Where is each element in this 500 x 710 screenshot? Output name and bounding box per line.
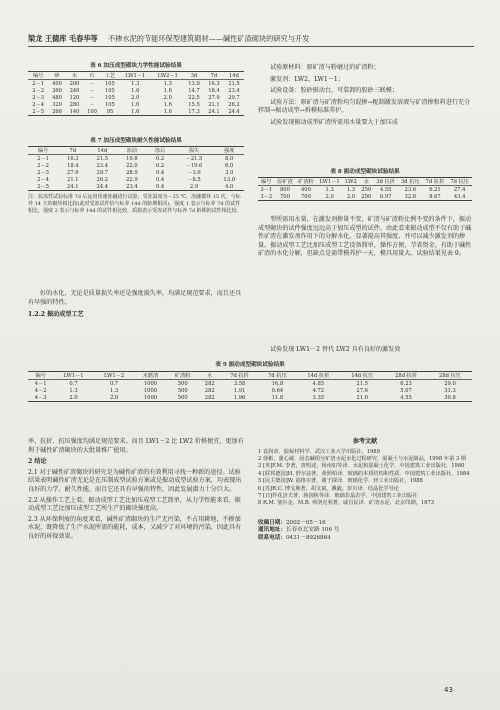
left-paragraph: 好的水化，无论是质量损失率还是强度损失率，均满足规范要求，而且还具有早强的特性。 [28, 290, 242, 306]
table7 [28, 146, 244, 191]
table7-cell: －21.5 [185, 156, 203, 162]
table6-cell: － [89, 102, 95, 108]
table8-cell: 700 [300, 193, 311, 200]
table9-header-cell: 7d 抗压 [258, 372, 296, 380]
table9-cell: 2.0 [109, 394, 119, 401]
table6-cell: 2－1 [32, 81, 45, 87]
table9-header-cell: 矿渣粉 [167, 372, 199, 380]
table6-cell: － [89, 81, 95, 87]
table9-cell: 500 [177, 394, 188, 401]
table9-header-cell: 14d 抗折 [296, 372, 340, 380]
conclusion-2-1: 2.1 对于碱性矿渣砌块的研究是为碱性矿渣的有效利用寻找一种新的途径。试验结果表明碱性矿渣无论是在压制成型试验方案或是振动成型试验方案，均表现出良好的力学、耐久性能，而且它还具有早强的特性，因此发展潜力十分巨大。 [28, 468, 242, 493]
reference-item: 3 [英]F.M. 李著，唐明述，杨南如等译．水泥和混凝土化学．中国建筑工业出版社，1980 [258, 463, 465, 470]
table6-cell: 105 [104, 94, 115, 101]
right-mid-paragraph: 型所需用水量，在激发剂掺量不变，矿渣与矿渣粉比例不变的条件下，振动成型砌块的试件强度远远高于加压成型的试件。由此看来振动成型不仅有助于碱性矿渣在激发剂作用下的分解水化，显著提高其强度，并可以减少激发剂的掺量。振动成型工艺比加压成型工艺设备简单，操作方便，节省资金。有助于碱性矿渣的水化分解，但缺点是需带模养护一天，模具用量大。试验结果见表 9。 [258, 216, 472, 258]
table6-cell: 26.2 [228, 101, 240, 108]
table7-cell: 26.2 [96, 176, 109, 183]
table7-cell: 13.0 [223, 176, 235, 183]
table9-row [28, 394, 472, 402]
table9-cell: 4－2 [34, 388, 47, 394]
table8-cell: 250 [361, 186, 372, 193]
table6-header-cell: 3d [184, 72, 204, 80]
table6-cell: 105 [104, 87, 115, 94]
conclusion-lead: 率、抗折、抗压强度均满足规范要求。而且 LW1－2 比 LW2 价格便宜，更加有利于碱性矿渣砌块的大批量推广使用。 [28, 438, 244, 454]
table9-cell: 0.7 [109, 380, 119, 387]
table8-cell: 27.4 [453, 186, 466, 193]
phone-line [258, 535, 472, 543]
table9-cell: 500 [177, 387, 188, 394]
table6-cell: － [89, 88, 95, 94]
table6-cell: 22.5 [188, 94, 200, 101]
table7-cell: 23.4 [126, 183, 138, 190]
table6-cell: － [89, 95, 95, 101]
table7-header-cell: 编号 [28, 147, 58, 155]
table8-header-cell: 水 [359, 178, 373, 186]
table9-cell: 282 [204, 380, 215, 387]
table6-cell: 2－5 [32, 109, 45, 115]
table7-cell: 27.9 [67, 169, 79, 176]
references-list [258, 449, 472, 508]
table7-caption: 表 7 加压成型砌块耐久性能试验结果 [90, 138, 182, 144]
table6-cell: 320 [52, 101, 62, 108]
table6-cell: 400 [52, 80, 62, 87]
table7-header-cell: 强度 [214, 147, 244, 155]
table6-cell: 105 [104, 80, 115, 87]
table7-cell: 2－3 [37, 170, 49, 176]
table6-cell: 2－4 [32, 102, 45, 108]
table7-cell: 2－2 [37, 163, 49, 169]
table6-cell: 27.9 [208, 94, 220, 101]
table6-cell: 100 [87, 108, 97, 115]
table7-cell: 3.0 [225, 169, 234, 176]
table6-cell: 21.1 [208, 101, 220, 108]
conclusion-2-2: 2.2 从操作工艺上看，振动成型工艺比加压成型工艺简单，从力学性能来看，振动成型工艺比加压成型工艺所生产的砌块强度高。 [28, 496, 241, 513]
table9-cell: 1.96 [233, 394, 246, 401]
received-date-label: 收稿日期： [258, 519, 286, 526]
table9-block [28, 360, 472, 402]
right-para-1: 试验原材料：原矿渣与粉磨过的矿渣粉； [270, 64, 380, 71]
table6-cell: 140 [69, 108, 80, 115]
table6-caption: 表 6 加压成型砌块力学性能试验结果 [90, 63, 182, 69]
table9-cell: 1.3 [109, 387, 119, 394]
table6-header-cell: 编号 [28, 72, 48, 80]
address: 长春市北安路 106 号 [285, 527, 340, 534]
table9-header-cell: 水 [199, 372, 221, 380]
table6-cell: 1.6 [131, 87, 140, 94]
table6-header-cell: 砂 [48, 72, 66, 80]
table9-header-cell: 编号 [28, 372, 53, 380]
table6-cell: 14.7 [188, 87, 200, 94]
table8-cell: 700 [280, 193, 290, 200]
table8 [258, 177, 472, 201]
table9-cell: 4－3 [34, 395, 47, 401]
header-title: 不掺水泥的节能环保型建筑砌材——碱性矿渣砌块的研究与开发 [108, 34, 310, 43]
table6-header-cell: 工艺 [101, 72, 119, 80]
right-top-text [258, 64, 472, 128]
table9-header-cell: 未磨渣 [134, 372, 166, 380]
table7-row [28, 162, 244, 169]
table7-header-cell: 14d [88, 147, 118, 155]
table6-cell: 480 [52, 94, 62, 101]
table7-cell: 18.4 [67, 162, 79, 169]
table8-row [258, 193, 472, 201]
conclusion-2-3: 2.3 从环保利废的角度来看，碱性矿渣砌块的生产无污染，不占用耕地，不掺加水泥，既降低了生产水泥所需的能耗，成本，又减少了对环境的污染，因此具有良好的环保效果。 [28, 515, 242, 540]
table6-header-cell: LW2－1 [152, 72, 185, 80]
table9-header-cell: 28d 抗压 [428, 372, 472, 380]
table9-cell: 282 [204, 387, 215, 394]
table7-cell: －19.6 [185, 163, 203, 169]
table6-cell: 200 [69, 80, 80, 87]
table9-cell: 29.0 [444, 380, 456, 387]
table7-cell: 0.2 [155, 162, 165, 169]
table6-header-cell: LW1－1 [119, 72, 152, 80]
table9-cell: 11.8 [271, 394, 284, 401]
table6-row [28, 108, 244, 116]
table8-header-cell: 矿渣粉 [295, 178, 316, 186]
table8-cell: 2.0 [325, 193, 334, 200]
table8-cell: 400 [300, 186, 311, 193]
table9-header-cell: 14d 抗压 [340, 372, 384, 380]
table8-cell: 8.67 [429, 193, 441, 200]
table6-header-cell: 石 [83, 72, 101, 80]
table7-header-cell: 7d [58, 147, 88, 155]
table9-cell: 31.3 [444, 387, 456, 394]
table7-cell: 21.1 [67, 176, 79, 183]
table6-cell: 1.6 [163, 108, 172, 115]
header-authors: 梁龙 王德库 毛春华等 [28, 34, 98, 43]
table6-header-cell: 7d [204, 72, 224, 80]
table6-cell: 1.3 [131, 80, 140, 87]
table9-cell: 1.3 [69, 387, 78, 394]
table8-header-cell: 原矿渣 [274, 178, 295, 186]
table7-cell: －8.5 [187, 177, 201, 183]
table9-cell: 4.72 [312, 387, 325, 394]
table8-cell: 3－2 [260, 194, 273, 200]
table6-cell: 1.6 [131, 108, 140, 115]
table8-header-cell: 3d 抗折 [373, 178, 398, 186]
table7-cell: 4.0 [225, 183, 234, 190]
table7-header-cell: 损失 [174, 147, 215, 155]
table9 [28, 371, 472, 402]
right-para-3: 试验设备：胶砂振动台，可装卸的胶砂三联模； [270, 87, 398, 95]
table7-header-cell: 冻后 [147, 147, 174, 155]
table7-cell: 19.8 [126, 155, 138, 162]
table6-header-cell: 14d [224, 72, 244, 80]
table6-cell: 260 [52, 108, 62, 115]
reference-item: 7 [日]作花济夫著，蒋国栋等译．玻璃非晶态学．中国建筑工业出版社 [258, 493, 418, 500]
table8-cell: 290 [361, 193, 372, 200]
table8-cell: 4.55 [379, 186, 392, 193]
table9-cell: 9.64 [271, 387, 284, 394]
table8-cell: 43.4 [453, 193, 466, 200]
table9-cell: 27.6 [356, 387, 368, 394]
table6-cell: 1.3 [163, 80, 172, 87]
table7-header-cell: 冻前 [117, 147, 147, 155]
table9-header-cell: LW1－2 [94, 372, 135, 380]
table9-cell: 4.55 [400, 394, 412, 401]
conclusion-heading: 2 结论 [28, 458, 47, 466]
table7-cell: 2－1 [37, 156, 49, 162]
table8-cell: 3－1 [260, 187, 273, 193]
table9-cell: 3.58 [233, 380, 246, 387]
references-title: 参考文献 [352, 438, 378, 445]
table6-cell: 2－3 [32, 95, 45, 101]
right-para-5: 试验发现振动成型矿渣所需用水量要大于加压成 [270, 118, 398, 126]
table7-cell: 0.2 [155, 155, 165, 162]
reference-item: 6 [苏]R.C. 博戈斯著，胡文斌，戴毅，彭川译．结晶化学导论 [258, 485, 399, 492]
table6-row [28, 101, 244, 108]
table8-header-cell: 7d 抗折 [423, 178, 448, 186]
table8-cell: 6.97 [379, 193, 392, 200]
table6-row [28, 87, 244, 94]
table6 [28, 71, 244, 116]
table9-header-cell: 28d 抗折 [384, 372, 428, 380]
table6-cell: 2.0 [131, 94, 140, 101]
phone: 0431－8926864 [285, 535, 331, 542]
table9-cell: 1000 [143, 387, 158, 394]
right-para-4: 试验方法：原矿渣与矿渣粉均匀混掺→配制激发溶液与矿渣掺和料进行充分拌制→振动成型→拆模标准养护。 [258, 98, 471, 115]
table6-cell: 18.4 [208, 87, 220, 94]
table6-cell: 23.4 [228, 87, 240, 94]
table6-row [28, 80, 244, 88]
reference-item: 2 徐彬，蒲心诚．固态碱组分矿渣水泥水化过程研究．混凝土与水泥制品，1998 年第 3 期 [258, 456, 466, 462]
table6-cell: 2－2 [32, 88, 45, 94]
table6-cell: 280 [69, 101, 80, 108]
table7-cell: 0.4 [155, 176, 165, 183]
table6-cell: 15.5 [188, 101, 200, 108]
table9-row [28, 380, 472, 388]
table7-row [28, 169, 244, 176]
table7-cell: 16.3 [67, 155, 79, 162]
table8-header-cell: 7d 抗压 [447, 178, 472, 186]
table9-header-cell: 7d 抗折 [221, 372, 259, 380]
table6-header-cell: 水 [66, 72, 84, 80]
table6-cell: 1.6 [163, 87, 172, 94]
reference-item: 1 袁润章．胶凝材料学．武汉工业大学出版社，1989 [258, 448, 380, 455]
page-number: 43 [444, 686, 453, 694]
table6-cell: 16.3 [208, 80, 220, 87]
table7-cell: 2－4 [37, 177, 49, 183]
table7-cell: 8.0 [225, 155, 234, 162]
table8-header-cell: 3d 抗压 [398, 178, 423, 186]
table9-cell: 1000 [143, 380, 158, 387]
table6-cell: 1.6 [131, 101, 140, 108]
table7-block [28, 136, 244, 215]
table9-cell: 4.85 [312, 380, 325, 387]
references-section [258, 438, 472, 543]
table6-cell: 17.3 [188, 108, 200, 115]
table7-cell: 0.4 [155, 183, 165, 190]
table7-row [28, 176, 244, 183]
table6-cell: 360 [52, 87, 62, 94]
reference-item: 8 R.M. 塞尔金，M.B. 弗洛克利著，戚昌民译．矿渣水泥．北京印刷，1973 [258, 500, 435, 507]
table9-cell: 21.0 [356, 394, 368, 401]
table6-block [28, 61, 244, 116]
table7-cell: 22.0 [126, 162, 138, 169]
table7-note: 注：抗冻性试验标准 7d 后运用快速冻融进行试验，受冻温度为－25 ℃，冻融循环 15 次，与标养 14 天的砌块相比较(此时受冻试件恰与标养 14d 的龄期相同)，强度 1 表示与标养 7d 的试件相比，强度 2 表示与标养 14d 的试件相比较，质损表示受冻试件与标养 7d 龄期的试件相比较。 [28, 194, 242, 214]
table9-cell: 4－1 [34, 381, 47, 387]
conclusion-section [28, 438, 244, 542]
table8-cell: 32.8 [404, 193, 417, 200]
section-heading-1-2-2: 1.2.2 振动成型工艺 [28, 311, 84, 318]
table6-row [28, 94, 244, 101]
table9-cell: 1000 [143, 394, 158, 401]
table6-cell: 95 [106, 108, 114, 115]
table9-caption: 表 9 振动成型砌块试验结果 [215, 362, 285, 368]
table7-cell: 23.4 [96, 162, 109, 169]
table8-header-cell: LW2 [343, 178, 359, 186]
table7-cell: 6.0 [225, 162, 234, 169]
table6-cell: 105 [104, 101, 115, 108]
table9-cell: 500 [177, 380, 188, 387]
table9-cell: 6.23 [400, 380, 412, 387]
table6-cell: 24.4 [228, 108, 240, 115]
table7-cell: 24.4 [96, 183, 109, 190]
table8-cell: 2.0 [346, 193, 356, 200]
table7-cell: 28.9 [126, 169, 138, 176]
table7-cell: 29.7 [96, 169, 109, 176]
received-info [258, 520, 472, 543]
table8-block [258, 167, 472, 201]
table7-cell: 24.1 [67, 183, 79, 190]
right-mid-paragraph-2: 试验发现 LW1－2 替代 LW2 具有良好的激发效 [270, 346, 401, 353]
table9-cell: 5.07 [400, 387, 412, 394]
table8-cell: 1.3 [346, 186, 356, 193]
table9-cell: 1.91 [233, 387, 246, 394]
table6-cell: 1.6 [163, 101, 172, 108]
table7-cell: －3.6 [187, 170, 201, 176]
table9-cell: 0.7 [69, 380, 78, 387]
table7-cell: 2.9 [189, 183, 199, 190]
table9-cell: 30.8 [444, 394, 456, 401]
table6-cell: 13.0 [188, 80, 200, 87]
table7-row [28, 155, 244, 163]
table8-header-cell: 编号 [258, 178, 274, 186]
table8-cell: 800 [280, 186, 290, 193]
table8-cell: 6.21 [429, 186, 441, 193]
table6-cell: 2.0 [163, 94, 172, 101]
right-para-2: 激发剂：LW2、LW1－1； [270, 75, 344, 83]
received-date: 2002－05－16 [285, 519, 326, 526]
table6-cell: 24.1 [208, 108, 220, 115]
running-header [28, 34, 474, 47]
table7-cell: 21.5 [96, 155, 109, 162]
table9-cell: 3.35 [312, 394, 325, 401]
table8-row [258, 186, 472, 194]
table9-cell: 282 [204, 394, 215, 401]
phone-label: 联系电话： [258, 535, 286, 542]
table9-cell: 21.5 [356, 380, 368, 387]
table8-caption: 表 8 振动成型砌块试验结果 [330, 169, 400, 175]
reference-item: 5 [民主德国]W. 福格尔著，谢于探译．玻璃化学．轻工业出版社，1988 [258, 478, 423, 485]
table8-header-cell: LW1－1 [316, 178, 342, 186]
table7-cell: 0.4 [155, 169, 165, 176]
table6-cell: 120 [69, 94, 80, 101]
table9-cell: 16.8 [271, 380, 284, 387]
table6-cell: 21.5 [228, 80, 240, 87]
table7-cell: 22.9 [126, 176, 138, 183]
table6-cell: 29.7 [228, 94, 240, 101]
table8-cell: 23.6 [404, 186, 417, 193]
address-label: 通讯地址： [258, 527, 286, 534]
table6-cell: 240 [69, 87, 80, 94]
reference-item: 4 [联邦德国]H. 舒尔兹著，黄照柏译．玻璃的本质结构和性质．中国建筑工业出版社，1984 [258, 470, 470, 477]
table7-row [28, 183, 244, 191]
table7-cell: 2－5 [37, 184, 49, 190]
table9-row [28, 387, 472, 394]
address-line [258, 527, 472, 535]
table8-cell: 1.3 [325, 186, 334, 193]
table9-cell: 2.0 [69, 394, 78, 401]
table9-header-cell: LW1－1 [53, 372, 94, 380]
